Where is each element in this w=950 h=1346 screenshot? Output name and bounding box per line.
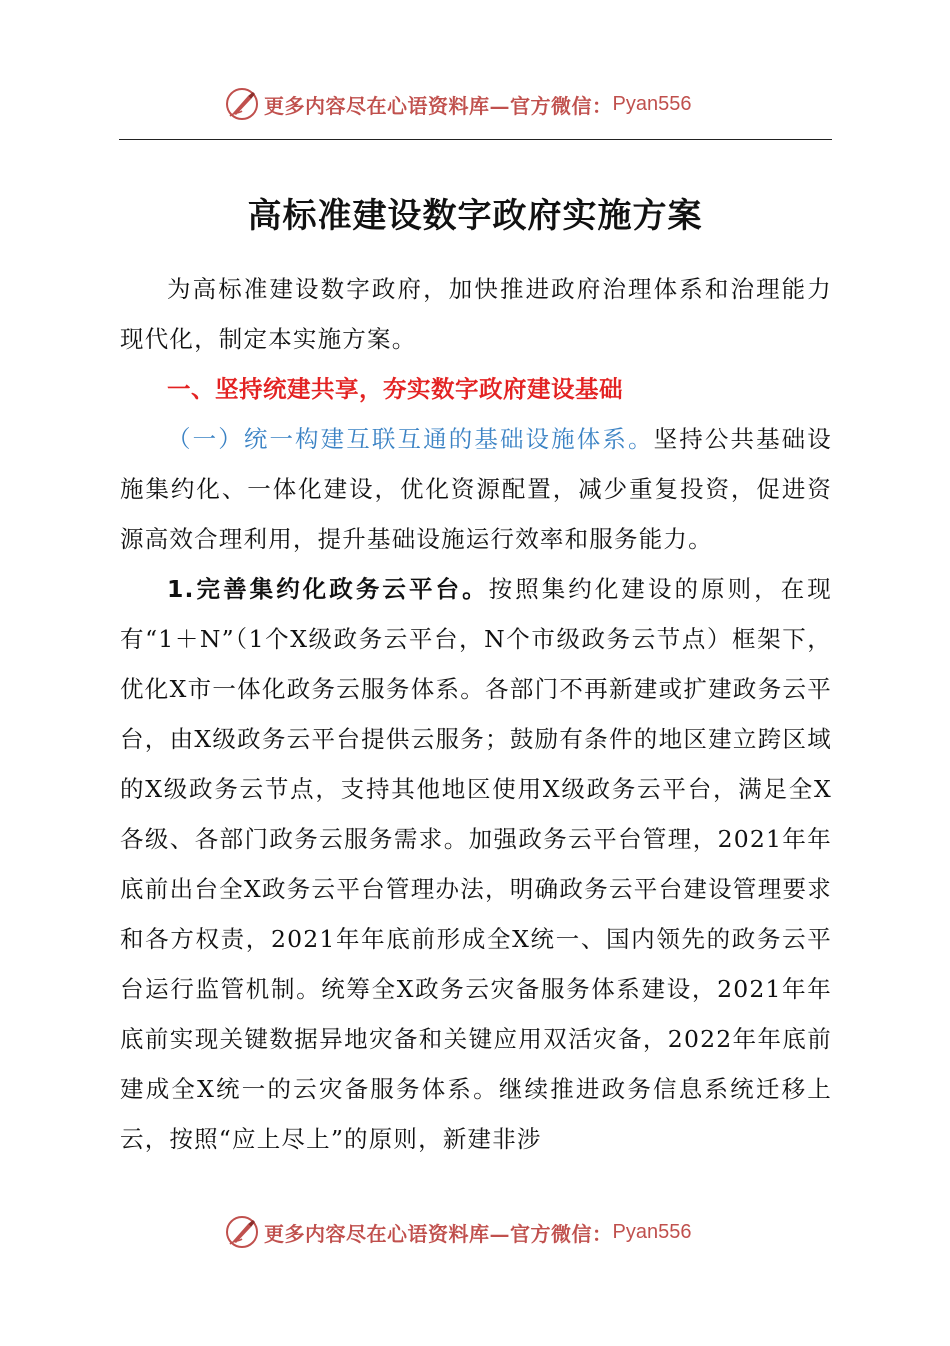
item1-heading: 1.完善集约化政务云平台。: [167, 575, 489, 603]
banner-text: 更多内容尽在心语资料库—官方微信：: [264, 93, 613, 118]
section-heading: [120, 364, 832, 414]
wechat-id: Pyan556: [612, 1220, 692, 1243]
pen-nib-icon: [224, 1214, 260, 1250]
footer-banner: [0, 1212, 950, 1252]
header-divider: [119, 139, 832, 140]
item1-body: 按照集约化建设的原则，在现有“1＋N”（1个X级政务云平台，N个市级政务云节点）框架下，优化X市一体化政务云服务体系。各部门不再新建或扩建政务云平台，由X级政务云平台提供云服务；鼓励有条件的地区建立跨区域的X级政务云节点，支持其他地区使用X级政务云平台，满足全X各级、各部门政务云服务需求。加强政务云平台管理，2021年年底前出台全X政务云平台管理办法，明确政务云平台建设管理要求和各方权责，2021年年底前形成全X统一、国内领先的政务云平台运行监管机制。统筹全X政务云灾备服务体系建设，2021年年底前实现关键数据异地灾备和关键应用双活灾备，2022年年底前建成全X统一的云灾备服务体系。继续推进政务信息系统迁移上云，按照“应上尽上”的原则，新建非涉: [120, 575, 832, 1153]
intro-paragraph: 为高标准建设数字政府，加快推进政府治理体系和治理能力现代化，制定本实施方案。: [120, 275, 832, 353]
wechat-id: Pyan556: [612, 92, 692, 115]
subsection1-body: 坚持公共基础设施集约化、一体化建设，优化资源配置，减少重复投资，促进资源高效合理利用，提升基础设施运行效率和服务能力。: [120, 425, 832, 553]
subsection1-heading: （一）统一构建互联互通的基础设施体系。: [167, 425, 654, 453]
item-paragraph: [120, 564, 832, 1164]
subsection-paragraph: [120, 414, 832, 564]
section1-heading: 一、坚持统建共享，夯实数字政府建设基础: [167, 375, 623, 403]
pen-nib-icon: [224, 86, 260, 122]
header-banner: [0, 84, 950, 124]
document-title: 高标准建设数字政府实施方案: [247, 196, 703, 236]
banner-text: 更多内容尽在心语资料库—官方微信：: [264, 1221, 613, 1246]
